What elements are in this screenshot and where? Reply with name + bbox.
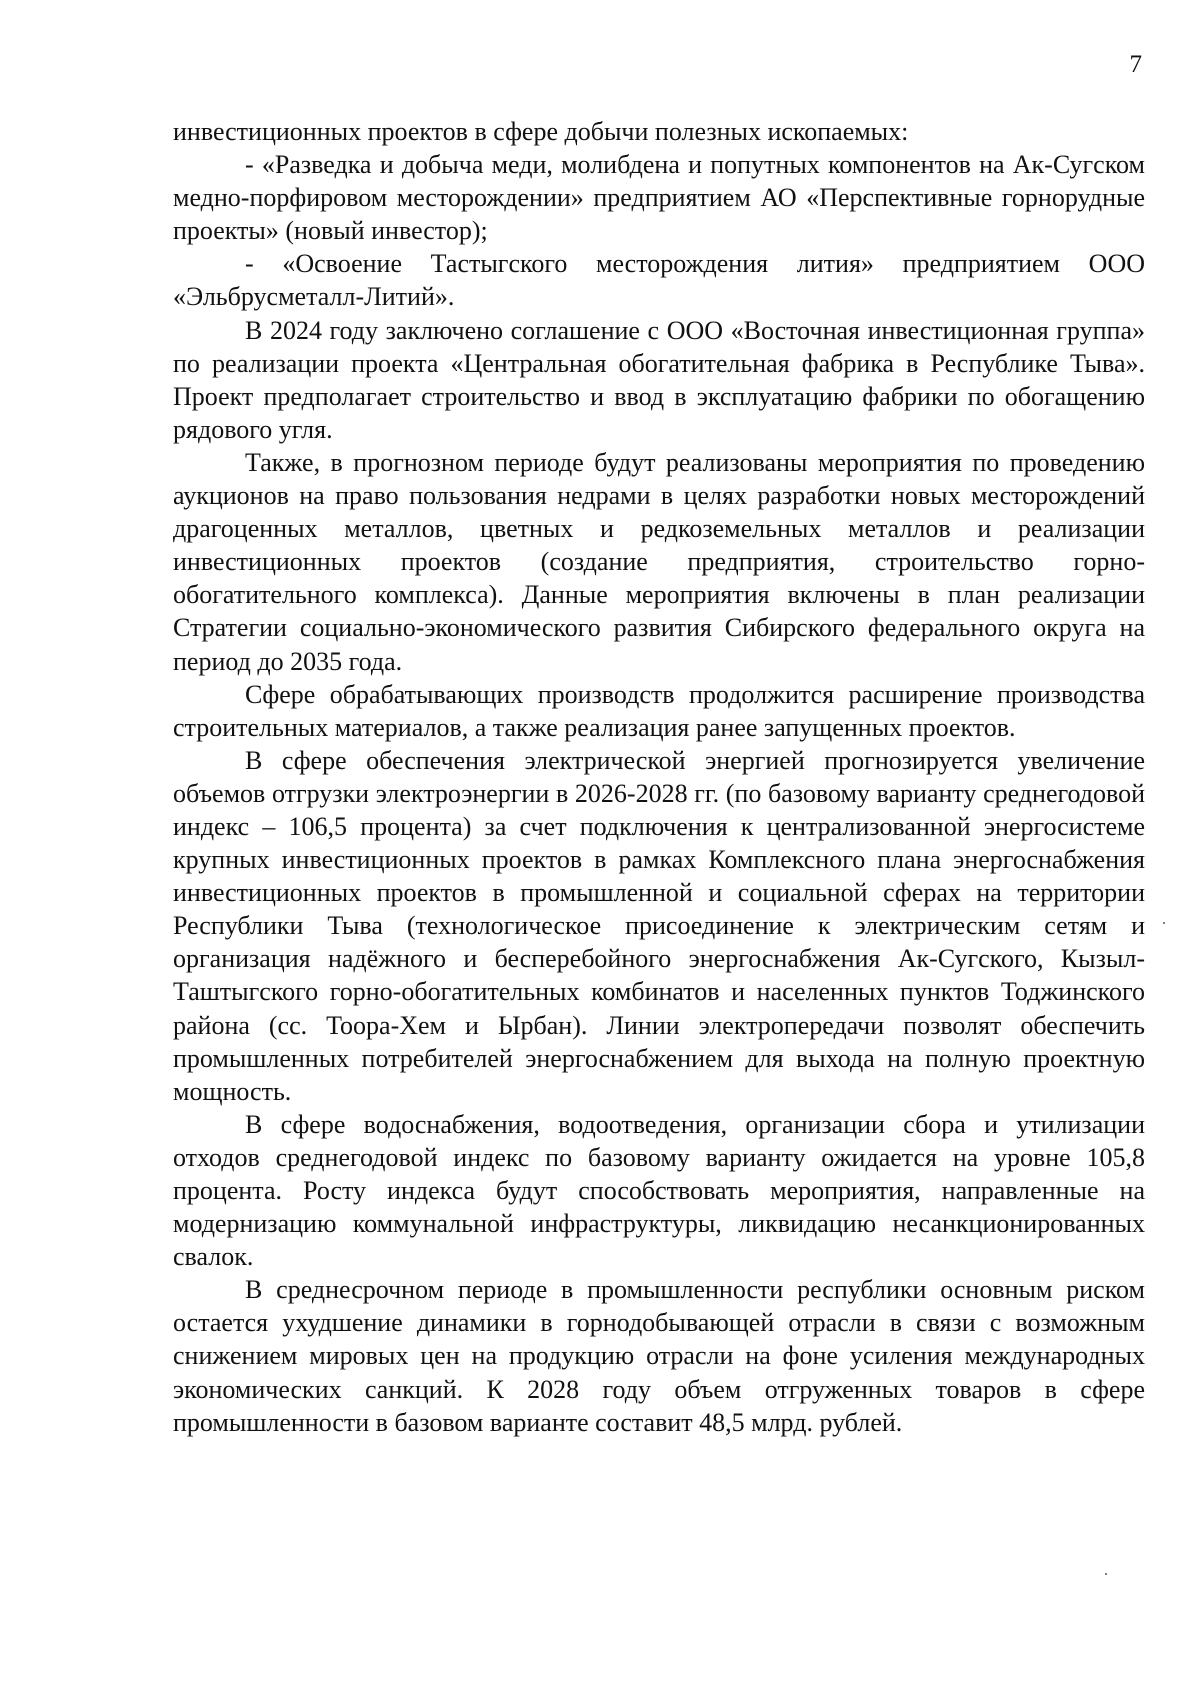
- document-body: [173, 115, 1145, 1439]
- scan-speck: [1105, 1573, 1107, 1575]
- page-number: 7: [1129, 51, 1142, 78]
- paragraph: Также, в прогнозном периоде будут реализованы мероприятия по проведению аукционов на право пользования недрами в целях разработки новых месторождений драгоценных металлов, цветных и редкоземельных металлов и реализации инвестиционных проектов (создание предприятия, строительство горно-обогатительного комплекса). Данные мероприятия включены в план реализации Стратегии социально-экономического развития Сибирского федерального округа на период до 2035 года.: [173, 447, 1145, 676]
- paragraph: В сфере обеспечения электрической энергией прогнозируется увеличение объемов отгрузки электроэнергии в 2026-2028 гг. (по базовому варианту среднегодовой индекс – 106,5 процента) за счет подключения к централизованной энергосистеме крупных инвестиционных проектов в рамках Комплексного плана энергоснабжения инвестиционных проектов в промышленной и социальной сферах на территории Республики Тыва (технологическое присоединение к электрическим сетям и организация надёжного и бесперебойного энергоснабжения Ак-Сугского, Кызыл-Таштыгского горно-обогатительных комбинатов и населенных пунктов Тоджинского района (сс. Тоора-Хем и Ырбан). Линии электропередачи позволят обеспечить промышленных потребителей энергоснабжением для выхода на полную проектную мощность.: [173, 745, 1145, 1106]
- paragraph: В 2024 году заключено соглашение с ООО «Восточная инвестиционная группа» по реализации проекта «Центральная обогатительная фабрика в Республике Тыва». Проект предполагает строительство и ввод в эксплуатацию фабрики по обогащению рядового угля.: [173, 315, 1145, 444]
- paragraph: В сфере водоснабжения, водоотведения, организации сбора и утилизации отходов среднегодовой индекс по базовому варианту ожидается на уровне 105,8 процента. Росту индекса будут способствовать мероприятия, направленные на модернизацию коммунальной инфраструктуры, ликвидацию несанкционированных свалок.: [173, 1109, 1145, 1272]
- paragraph: - «Разведка и добыча меди, молибдена и попутных компонентов на Ак-Сугском медно-порфировом месторождении» предприятием АО «Перспективные горнорудные проекты» (новый инвестор);: [173, 150, 1145, 246]
- paragraph: инвестиционных проектов в сфере добычи полезных ископаемых:: [173, 117, 909, 146]
- paragraph: - «Освоение Тастыгского месторождения лития» предприятием ООО «Эльбрусметалл-Литий».: [173, 249, 1145, 312]
- paragraph: В среднесрочном периоде в промышленности республики основным риском остается ухудшение динамики в горнодобывающей отрасли в связи с возможным снижением мировых цен на продукцию отрасли на фоне усиления международных экономических санкций. К 2028 году объем отгруженных товаров в сфере промышленности в базовом варианте составит 48,5 млрд. рублей.: [173, 1275, 1145, 1437]
- scan-speck: [1163, 922, 1165, 924]
- paragraph: Сфере обрабатывающих производств продолжится расширение производства строительных материалов, а также реализация ранее запущенных проектов.: [173, 679, 1145, 742]
